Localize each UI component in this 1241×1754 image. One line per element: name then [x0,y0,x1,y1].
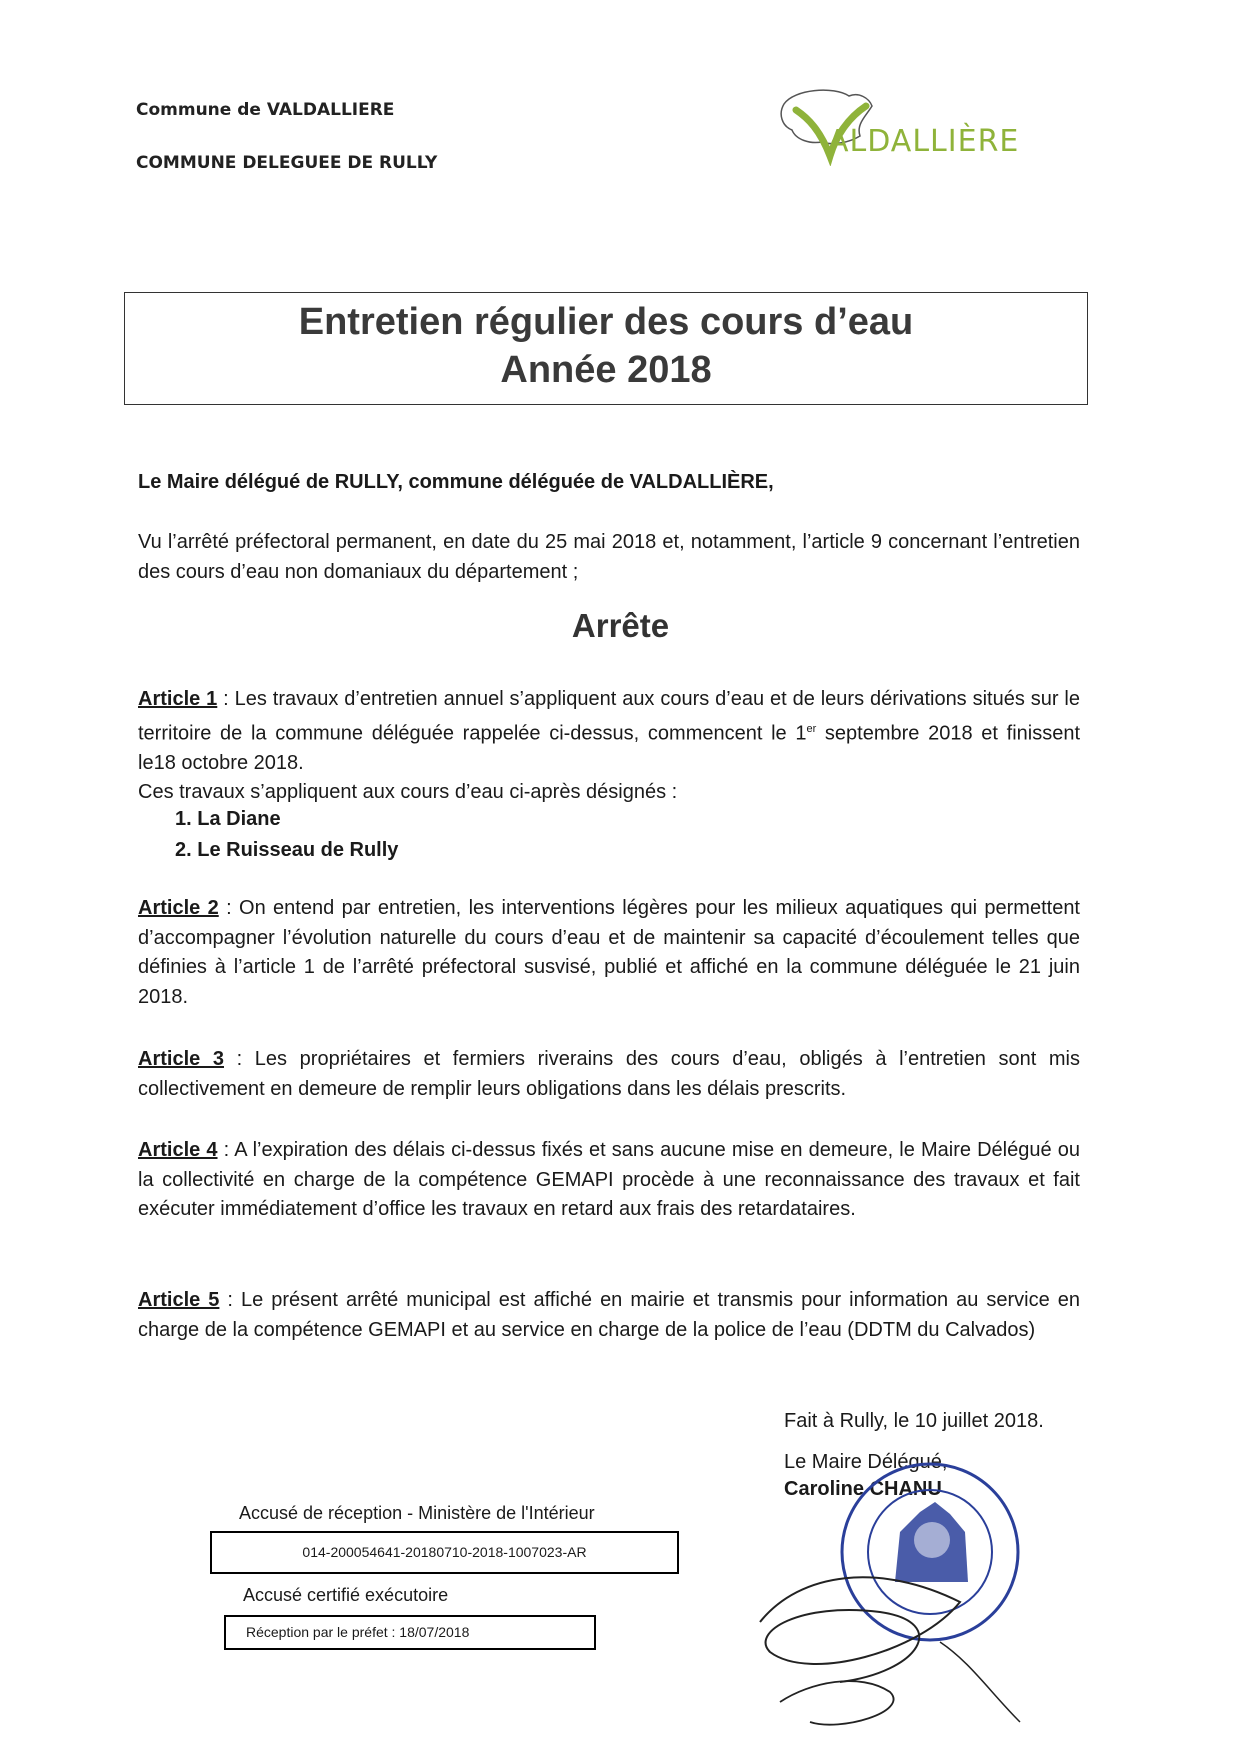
logo-text: ALDALLIÈRE [828,124,1020,159]
article-text: : Les travaux d’entretien annuel s’appliquent aux cours d’eau et de leurs dérivations situés sur le territoire de la commune déléguée rappelée ci-dessus, commencent le 1 [138,688,1080,745]
arrete-heading: Arrête [571,607,670,644]
cours-deau-list [175,804,398,866]
title-box [124,292,1088,405]
article-label: Article 2 [138,897,219,919]
commune-deleguee: COMMUNE DELEGUEE DE RULLY [136,153,438,173]
list-item: 2. Le Ruisseau de Rully [175,839,399,861]
article-1 [138,685,1080,808]
reception-prefet: Réception par le préfet : 18/07/2018 [224,1615,596,1650]
article-4 [138,1136,1080,1225]
signatory-name: Caroline CHANU [784,1478,942,1500]
article-text: : On entend par entretien, les interventions légères pour les milieux aquatiques qui permettent d’accompagner l’évolution naturelle du cours d’eau et de maintenir sa capacité d’écoulement telles que définies à l’article 1 de l’arrêté préfectoral susvisé, publié et affiché en la commune déléguée le 21 juin 2018. [138,897,1080,1008]
signatory-role: Le Maire Délégué, [784,1451,948,1473]
accuse-executoire-label: Accusé certifié exécutoire [243,1585,449,1605]
document-title: Entretien régulier des cours d’eau [298,301,914,343]
article-text: : Les propriétaires et fermiers riverains des cours d’eau, obligés à l’entretien sont mis collectivement en demeure de remplir leurs obligations dans les délais prescrits. [138,1048,1080,1100]
accuse-reception-id: 014-200054641-20180710-2018-1007023-AR [210,1531,679,1574]
article-text: : A l’expiration des délais ci-dessus fixés et sans aucune mise en demeure, le Maire Délégué ou la collectivité en charge de la compétence GEMAPI procède à une reconnaissance des travaux et fait exécuter immédiatement d’office les travaux en retard aux frais des retardataires. [138,1139,1080,1220]
article-label: Article 3 [138,1048,224,1070]
maire-heading: Le Maire délégué de RULLY, commune déléguée de VALDALLIÈRE, [138,471,774,493]
article-2 [138,894,1080,1012]
article-label: Article 5 [138,1289,220,1311]
valdalliere-logo [774,84,1074,166]
article-label: Article 4 [138,1139,218,1161]
article-5 [138,1286,1080,1345]
article-text: Ces travaux s’appliquent aux cours d’eau ci-après désignés : [138,781,678,804]
vu-paragraph: Vu l’arrêté préfectoral permanent, en date du 25 mai 2018 et, notamment, l’article 9 concernant l’entretien des cours d’eau non domaniaux du département ; [138,531,1080,583]
official-stamp-and-signature [720,1452,1060,1742]
article-text: septembre 2018 et finissent le18 octobre 2018. [138,722,1081,774]
article-text: : Le présent arrêté municipal est affiché en mairie et transmis pour information au service en charge de la compétence GEMAPI et au service en charge de la police de l’eau (DDTM du Calvados) [138,1289,1080,1341]
article-sup: er [806,722,817,735]
fait-a-line: Fait à Rully, le 10 juillet 2018. [784,1410,1044,1432]
article-3 [138,1045,1080,1104]
document-year: Année 2018 [500,349,712,391]
accuse-reception-label: Accusé de réception - Ministère de l'Intérieur [239,1503,595,1523]
article-label: Article 1 [138,688,218,710]
commune-name: Commune de VALDALLIERE [136,100,395,120]
list-item: 1. La Diane [175,808,281,830]
